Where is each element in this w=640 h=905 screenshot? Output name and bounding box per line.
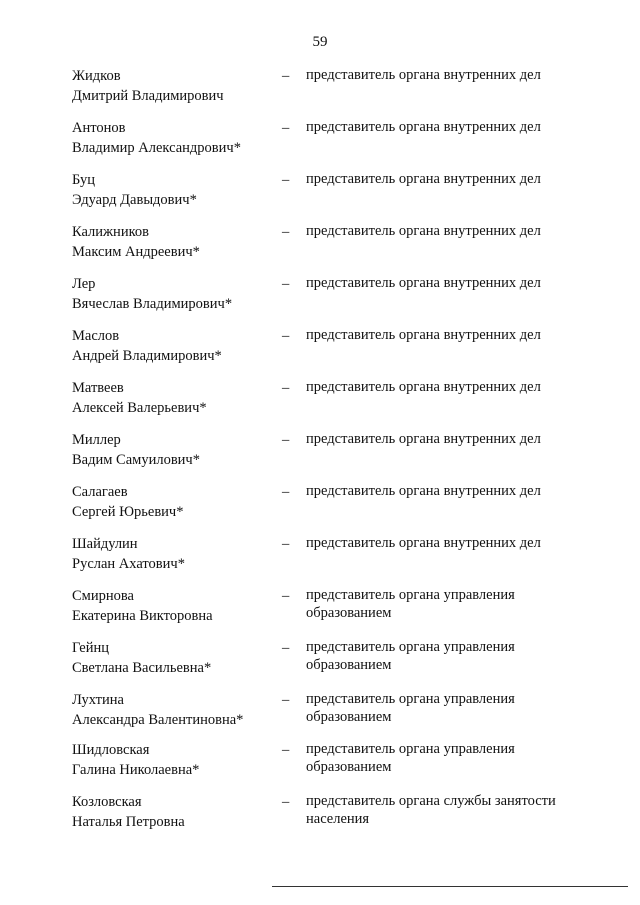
- given-names: Александра Валентиновна*: [72, 712, 244, 728]
- surname: Матвеев: [72, 380, 124, 396]
- member-list: [0, 66, 640, 866]
- given-names: Андрей Владимирович*: [72, 348, 222, 364]
- given-names: Эдуард Давыдович*: [72, 192, 197, 208]
- role-description: представитель органа внутренних дел: [306, 535, 541, 551]
- surname: Буц: [72, 172, 95, 188]
- person-name: [72, 430, 282, 470]
- role-description: представитель органа службы занятости населения: [306, 793, 556, 827]
- dash: –: [282, 172, 290, 188]
- list-item: [0, 586, 640, 632]
- given-names: Сергей Юрьевич*: [72, 504, 184, 520]
- role-description: представитель органа внутренних дел: [306, 275, 541, 291]
- given-names: Вадим Самуилович*: [72, 452, 200, 468]
- person-name: [72, 586, 282, 626]
- given-names: Руслан Ахатович*: [72, 556, 185, 572]
- role-description: представитель органа управления образованием: [306, 587, 515, 621]
- surname: Маслов: [72, 328, 120, 344]
- role-description: представитель органа внутренних дел: [306, 67, 541, 83]
- dash: –: [282, 380, 290, 396]
- role-description: представитель органа внутренних дел: [306, 327, 541, 343]
- dash: –: [282, 742, 290, 758]
- given-names: Максим Андреевич*: [72, 244, 200, 260]
- given-names: Дмитрий Владимирович: [72, 88, 224, 104]
- list-item: [0, 66, 640, 112]
- surname: Смирнова: [72, 588, 134, 604]
- person-name: [72, 792, 282, 832]
- given-names: Алексей Валерьевич*: [72, 400, 207, 416]
- list-item: [0, 792, 640, 838]
- list-item: [0, 170, 640, 216]
- list-item: [0, 378, 640, 424]
- person-name: [72, 170, 282, 210]
- list-item: [0, 690, 640, 736]
- role-description: представитель органа управления образованием: [306, 639, 515, 673]
- surname: Салагаев: [72, 484, 128, 500]
- role-description: представитель органа внутренних дел: [306, 483, 541, 499]
- list-item: [0, 534, 640, 580]
- person-name: [72, 66, 282, 106]
- list-item: [0, 326, 640, 372]
- role-description: представитель органа управления образованием: [306, 691, 515, 725]
- person-name: [72, 378, 282, 418]
- bottom-rule: [272, 886, 628, 887]
- dash: –: [282, 68, 290, 84]
- person-name: [72, 222, 282, 262]
- person-name: [72, 740, 282, 780]
- surname: Гейнц: [72, 640, 109, 656]
- dash: –: [282, 224, 290, 240]
- role-description: представитель органа внутренних дел: [306, 119, 541, 135]
- surname: Лер: [72, 276, 96, 292]
- role-description: представитель органа управления образованием: [306, 741, 515, 775]
- page-number: 59: [312, 34, 328, 50]
- dash: –: [282, 328, 290, 344]
- given-names: Светлана Васильевна*: [72, 660, 212, 676]
- given-names: Владимир Александрович*: [72, 140, 241, 156]
- list-item: [0, 222, 640, 268]
- list-item: [0, 740, 640, 786]
- list-item: [0, 430, 640, 476]
- person-name: [72, 534, 282, 574]
- list-item: [0, 118, 640, 164]
- dash: –: [282, 640, 290, 656]
- dash: –: [282, 120, 290, 136]
- given-names: Галина Николаевна*: [72, 762, 200, 778]
- role-description: представитель органа внутренних дел: [306, 379, 541, 395]
- person-name: [72, 638, 282, 678]
- person-name: [72, 326, 282, 366]
- person-name: [72, 482, 282, 522]
- list-item: [0, 274, 640, 320]
- surname: Антонов: [72, 120, 126, 136]
- dash: –: [282, 484, 290, 500]
- role-description: представитель органа внутренних дел: [306, 171, 541, 187]
- role-description: представитель органа внутренних дел: [306, 223, 541, 239]
- surname: Жидков: [72, 68, 121, 84]
- list-item: [0, 482, 640, 528]
- surname: Миллер: [72, 432, 121, 448]
- person-name: [72, 274, 282, 314]
- dash: –: [282, 432, 290, 448]
- dash: –: [282, 588, 290, 604]
- given-names: Вячеслав Владимирович*: [72, 296, 233, 312]
- role-description: представитель органа внутренних дел: [306, 431, 541, 447]
- given-names: Екатерина Викторовна: [72, 608, 213, 624]
- person-name: [72, 118, 282, 158]
- surname: Шидловская: [72, 742, 150, 758]
- given-names: Наталья Петровна: [72, 814, 185, 830]
- dash: –: [282, 536, 290, 552]
- surname: Шайдулин: [72, 536, 138, 552]
- list-item: [0, 638, 640, 684]
- dash: –: [282, 794, 290, 810]
- surname: Лухтина: [72, 692, 124, 708]
- person-name: [72, 690, 282, 730]
- dash: –: [282, 276, 290, 292]
- surname: Калижников: [72, 224, 149, 240]
- surname: Козловская: [72, 794, 142, 810]
- dash: –: [282, 692, 290, 708]
